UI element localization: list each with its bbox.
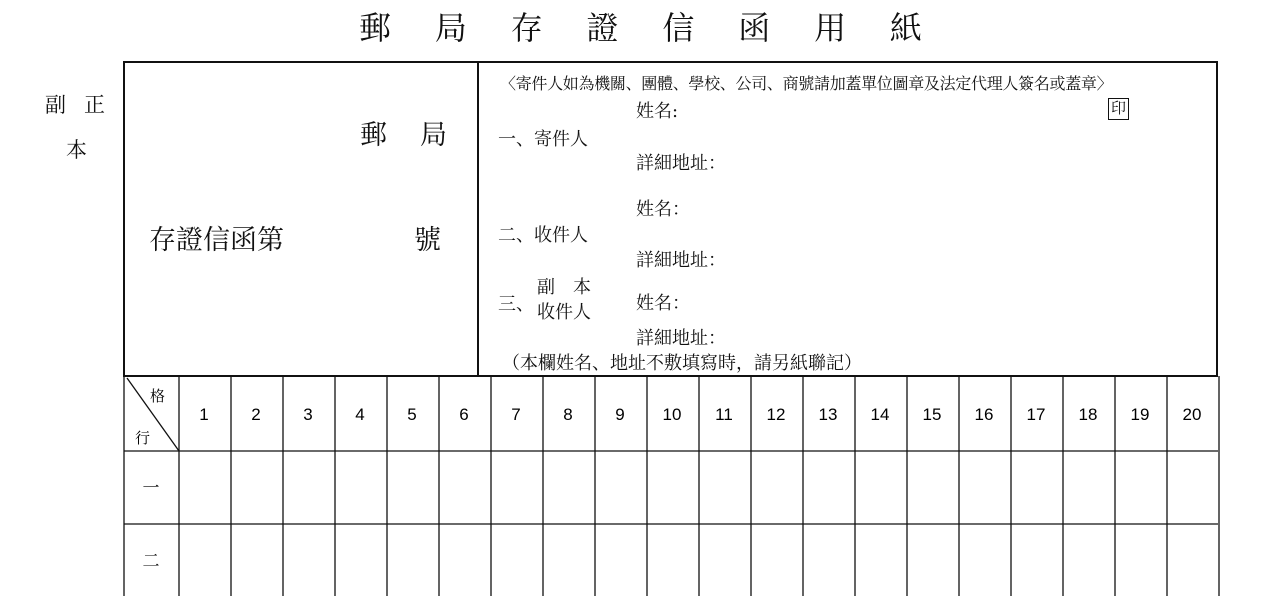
- column-number: 10: [662, 405, 682, 424]
- column-number: 20: [1182, 405, 1202, 424]
- column-number: 8: [563, 405, 573, 424]
- column-number: 17: [1026, 405, 1046, 424]
- column-number: 16: [974, 405, 994, 424]
- column-number: 11: [715, 405, 733, 424]
- title-char: 局: [434, 9, 467, 47]
- column-number: 12: [766, 405, 786, 424]
- column-number: 3: [303, 405, 313, 424]
- title-char: 函: [738, 9, 771, 47]
- title-char: 證: [586, 9, 619, 47]
- title-char: 紙: [889, 9, 922, 47]
- corner-row-label: 行: [135, 429, 151, 447]
- cc-name-field[interactable]: 姓名：: [636, 293, 690, 314]
- title-char: 存: [510, 9, 543, 47]
- column-number: 18: [1078, 405, 1098, 424]
- sender-label: 一、寄件人: [498, 129, 588, 150]
- row-number: 二: [142, 551, 160, 572]
- cc-label-line1: 副 本: [537, 277, 591, 298]
- column-number: 5: [407, 405, 417, 424]
- letter-number-prefix: 存證信函第: [149, 225, 284, 256]
- footnote: （本欄姓名、地址不敷填寫時，請另紙聯記）: [502, 353, 862, 374]
- row-number: 一: [142, 478, 160, 499]
- cc-prefix: 三、: [498, 294, 534, 315]
- cc-label-line2: 收件人: [537, 302, 591, 323]
- sender-name-field[interactable]: 姓名:: [636, 101, 679, 122]
- copy-type-char: 正: [84, 93, 105, 117]
- column-number: 2: [251, 405, 261, 424]
- column-number: 19: [1130, 405, 1150, 424]
- corner-column-label: 格: [150, 387, 166, 405]
- column-number: 15: [922, 405, 942, 424]
- post-office-label: 郵: [360, 120, 387, 151]
- column-number: 6: [459, 405, 469, 424]
- sender-address-field[interactable]: 詳細地址：: [636, 153, 726, 174]
- recipient-address-field[interactable]: 詳細地址：: [636, 250, 726, 271]
- seal-box: 印: [1108, 98, 1129, 120]
- column-number: 9: [615, 405, 625, 424]
- post-office-label: 局: [420, 120, 447, 151]
- cc-address-field[interactable]: 詳細地址：: [636, 328, 726, 349]
- instruction-text: 〈寄件人如為機關、團體、學校、公司、商號請加蓋單位圖章及法定代理人簽名或蓋章〉: [500, 74, 1113, 93]
- copy-type-char: 本: [66, 138, 87, 162]
- recipient-name-field[interactable]: 姓名：: [636, 199, 690, 220]
- copy-type-char: 副: [45, 93, 66, 117]
- column-number: 13: [818, 405, 838, 424]
- title-char: 信: [662, 9, 695, 47]
- recipient-label: 二、收件人: [498, 225, 588, 246]
- column-number: 7: [511, 405, 521, 424]
- title-char: 郵: [359, 9, 392, 47]
- column-number: 1: [199, 405, 209, 424]
- column-number: 14: [870, 405, 890, 424]
- column-number: 4: [355, 405, 365, 424]
- title-char: 用: [814, 9, 847, 47]
- letter-number-suffix: 號: [414, 225, 441, 256]
